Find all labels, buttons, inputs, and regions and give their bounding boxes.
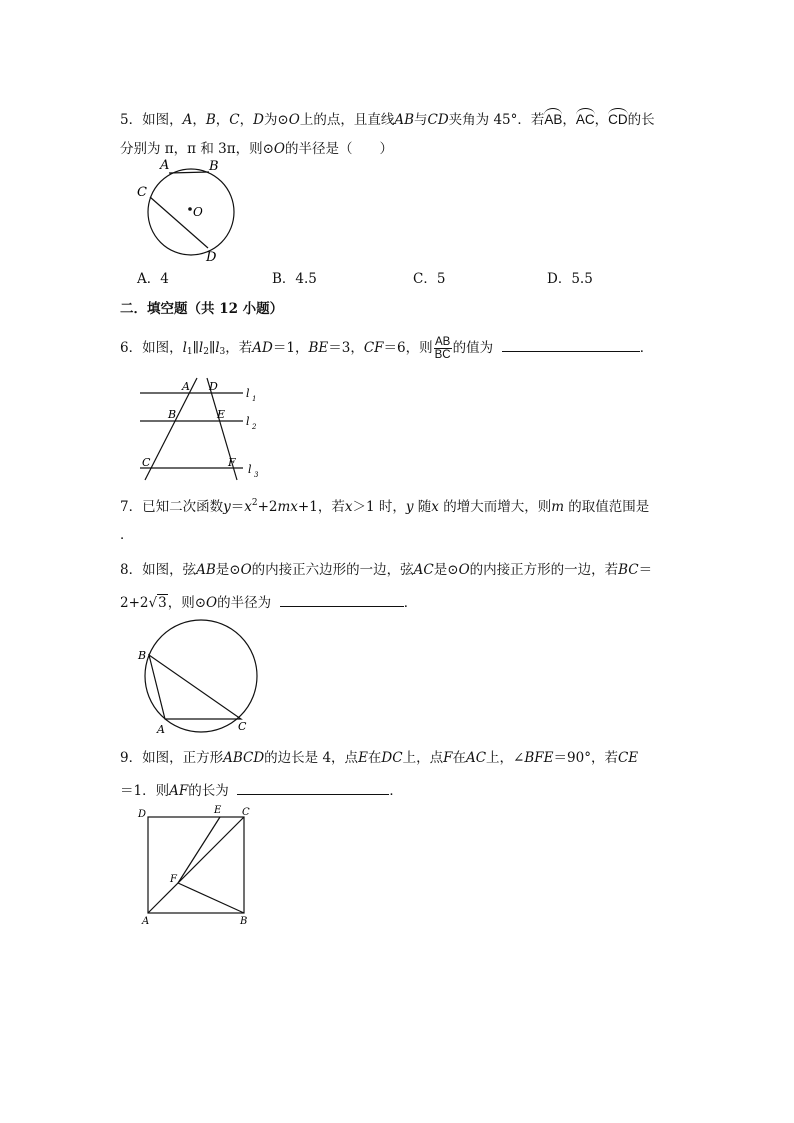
q8-ac: AC (413, 562, 434, 578)
q7-text: 的增大而增大，则 (438, 499, 552, 515)
q6-fraction (434, 336, 452, 361)
q5-option-a[interactable]: A．4 (137, 271, 169, 287)
q6-label-f: F (228, 456, 236, 469)
q6-text: ＝1， (272, 340, 309, 356)
q7-x: x (244, 499, 252, 515)
q5-label-a: A (160, 158, 170, 173)
q8-line2 (120, 592, 417, 612)
q6-label-l3: l (248, 463, 252, 476)
q8-answer-blank[interactable] (280, 592, 404, 607)
q6-text: ，若 (225, 340, 253, 356)
q6-label-l2-sub: 2 (252, 423, 257, 431)
q5-options (137, 270, 617, 288)
q7-text: 的取值范围是 (564, 499, 650, 515)
q9-label-b: B (240, 916, 248, 927)
q5-arc-cd: CD (608, 112, 628, 127)
q8-text: 如图，弦 (142, 562, 197, 578)
q7-text: ＞1 时， (352, 499, 406, 515)
q5-line-cd: CD (427, 112, 449, 128)
q5-circle (148, 169, 234, 255)
q8-label-b: B (138, 649, 147, 662)
q7-text: +1，若 (297, 499, 345, 515)
q5-point-d: D (253, 112, 264, 128)
q6-label-a: A (182, 380, 190, 393)
q6-answer-blank[interactable] (502, 337, 640, 352)
q8-circle (145, 620, 257, 732)
q6-figure (135, 376, 270, 486)
q9-text: 的长为 (188, 783, 229, 799)
q6-frac-num: AB (434, 336, 451, 348)
q5-line-ab: AB (394, 112, 414, 128)
q6-be: BE (308, 340, 329, 356)
q6-frac-den: BC (434, 349, 451, 361)
q9-bfe: BFE (524, 750, 554, 766)
q5-circle-o: O (288, 112, 300, 128)
q8-text: ＝ (638, 562, 653, 578)
q9-label-c: C (242, 807, 250, 818)
q8-text: 2+2 (120, 595, 149, 611)
q7-text: 随 (413, 499, 432, 515)
q5-option-d[interactable]: D．5.5 (547, 271, 593, 287)
q6-label-c: C (142, 456, 151, 469)
q9-text: 在 (367, 750, 382, 766)
q6-line1 (120, 335, 653, 361)
q9-text: ＝90°，若 (553, 750, 618, 766)
q5-label-o: O (193, 205, 203, 219)
q9-segment-fe (178, 817, 220, 883)
q8-triangle (149, 655, 241, 719)
q6-ad: AD (252, 340, 273, 356)
q9-f: F (443, 750, 453, 766)
q7-x: x (344, 499, 353, 515)
q7-y: y (405, 499, 414, 515)
q5-option-c[interactable]: C．5 (413, 271, 446, 287)
q8-text: 是⊙ (433, 562, 459, 578)
q9-answer-blank[interactable] (237, 780, 389, 795)
q7-line1 (120, 498, 649, 516)
q9-number: 9． (120, 750, 143, 766)
q5-point-b: B (205, 112, 216, 128)
q5-text: 与 (414, 112, 428, 128)
q8-figure (135, 618, 265, 738)
q5-text: 分别为 π，π 和 3π，则⊙ (120, 141, 274, 157)
q5-arc-ac: AC (575, 112, 595, 127)
q6-label-l1: l (246, 387, 250, 400)
q7-mx: mx (277, 499, 298, 515)
q6-text: ＝6，则 (383, 340, 433, 356)
q9-line2 (120, 780, 403, 800)
q6-l1: l (182, 340, 187, 356)
q8-label-a: A (157, 723, 165, 736)
q9-label-d: D (138, 809, 147, 820)
q9-diagonal-ac (148, 817, 244, 913)
q5-center-dot (188, 207, 192, 211)
q7-line2[interactable]: ． (120, 527, 134, 543)
q8-line1 (120, 561, 652, 579)
q8-bc: BC (618, 562, 639, 578)
q5-figure (130, 155, 250, 270)
q6-text: ＝3， (328, 340, 364, 356)
q6-l3: l (215, 340, 220, 356)
q6-label-l1-sub: 1 (252, 395, 257, 403)
q9-text: 上，∠ (486, 750, 525, 766)
q9-text: 的边长是 4，点 (264, 750, 359, 766)
q5-text: 夹角为 45°．若 (448, 112, 545, 128)
q9-figure (134, 803, 259, 928)
q5-text: 的半径是（ ） (284, 141, 393, 157)
q6-label-d: D (209, 380, 218, 393)
q9-e: E (358, 750, 368, 766)
q9-segment-fb (178, 883, 244, 913)
q9-label-e: E (214, 805, 222, 816)
q6-label-b: B (168, 408, 177, 421)
q6-parallel: ∥ (208, 340, 216, 356)
q8-sqrt: √3 (148, 595, 167, 611)
q9-ce: CE (617, 750, 639, 766)
q6-sub2: 2 (203, 347, 209, 357)
q8-label-c: C (238, 720, 247, 733)
q9-label-a: A (142, 916, 150, 927)
q6-sub1: 1 (186, 347, 193, 357)
q5-option-b[interactable]: B．4.5 (272, 271, 317, 287)
q5-point-c: C (229, 112, 240, 128)
q9-abcd: ABCD (223, 750, 265, 766)
q8-ab: AB (196, 562, 216, 578)
q6-cf: CF (363, 340, 384, 356)
q5-text: 上的点，且直线 (299, 112, 395, 128)
q5-point-a: A (182, 112, 193, 128)
q9-text: ＝1．则 (120, 783, 170, 799)
q6-parallel: ∥ (192, 340, 199, 356)
q8-end: ． (403, 595, 418, 611)
q9-label-f: F (170, 874, 177, 885)
q6-text: 的值为 (452, 340, 494, 356)
q8-text: 的半径为 (217, 595, 272, 611)
q5-text: 如图， (142, 112, 183, 128)
q8-text: ，则⊙ (167, 595, 207, 611)
q6-l2: l (198, 340, 204, 356)
q5-number: 5． (120, 112, 143, 128)
q7-square: 2 (251, 498, 258, 508)
q6-label-l3-sub: 3 (254, 471, 259, 479)
q5-line1: 5．如图，A，B，C，D为⊙O上的点，且直线AB与CD夹角为 45°．若AB，AC，CD的长 (120, 112, 655, 128)
q6-number: 6． (120, 340, 143, 356)
q6-label-e: E (217, 408, 226, 421)
q5-circle-o: O (273, 141, 285, 157)
q8-o: O (240, 562, 252, 578)
q6-sub3: 3 (219, 347, 226, 357)
section-header: 二．填空题（共 12 小题） (120, 301, 284, 317)
q6-end: ． (639, 340, 654, 356)
q6-label-l2: l (246, 415, 250, 428)
q5-text: 为⊙ (263, 112, 289, 128)
q9-line1 (120, 749, 638, 767)
q7-text: 已知二次函数 (142, 499, 224, 515)
q8-text: 是⊙ (215, 562, 241, 578)
q9-text: 如图，正方形 (142, 750, 224, 766)
q7-y: y (223, 499, 231, 515)
q5-text: 的长 (627, 112, 655, 128)
q8-number: 8． (120, 562, 143, 578)
q5-label-d: D (206, 250, 217, 265)
q8-o: O (458, 562, 470, 578)
q9-end: ． (389, 783, 403, 799)
q7-x: x (431, 499, 439, 515)
q7-eq: ＝ (230, 499, 245, 515)
q7-number: 7． (120, 499, 143, 515)
q6-text: 如图， (142, 340, 183, 356)
q7-m: m (551, 499, 565, 515)
q9-ac: AC (465, 750, 487, 766)
q9-dc: DC (381, 750, 403, 766)
q8-text: 的内接正六边形的一边，弦 (251, 562, 414, 578)
q9-af: AF (169, 783, 189, 799)
q5-label-b: B (209, 159, 219, 174)
q5-label-c: C (137, 185, 147, 200)
q5-arc-ab: AB (544, 112, 563, 127)
q9-text: 在 (452, 750, 466, 766)
q9-text: 上，点 (402, 750, 444, 766)
q8-sqrt-value: 3 (158, 595, 167, 611)
q8-text: 的内接正方形的一边，若 (469, 562, 619, 578)
q7-text: +2 (257, 499, 278, 515)
q8-o: O (206, 595, 218, 611)
